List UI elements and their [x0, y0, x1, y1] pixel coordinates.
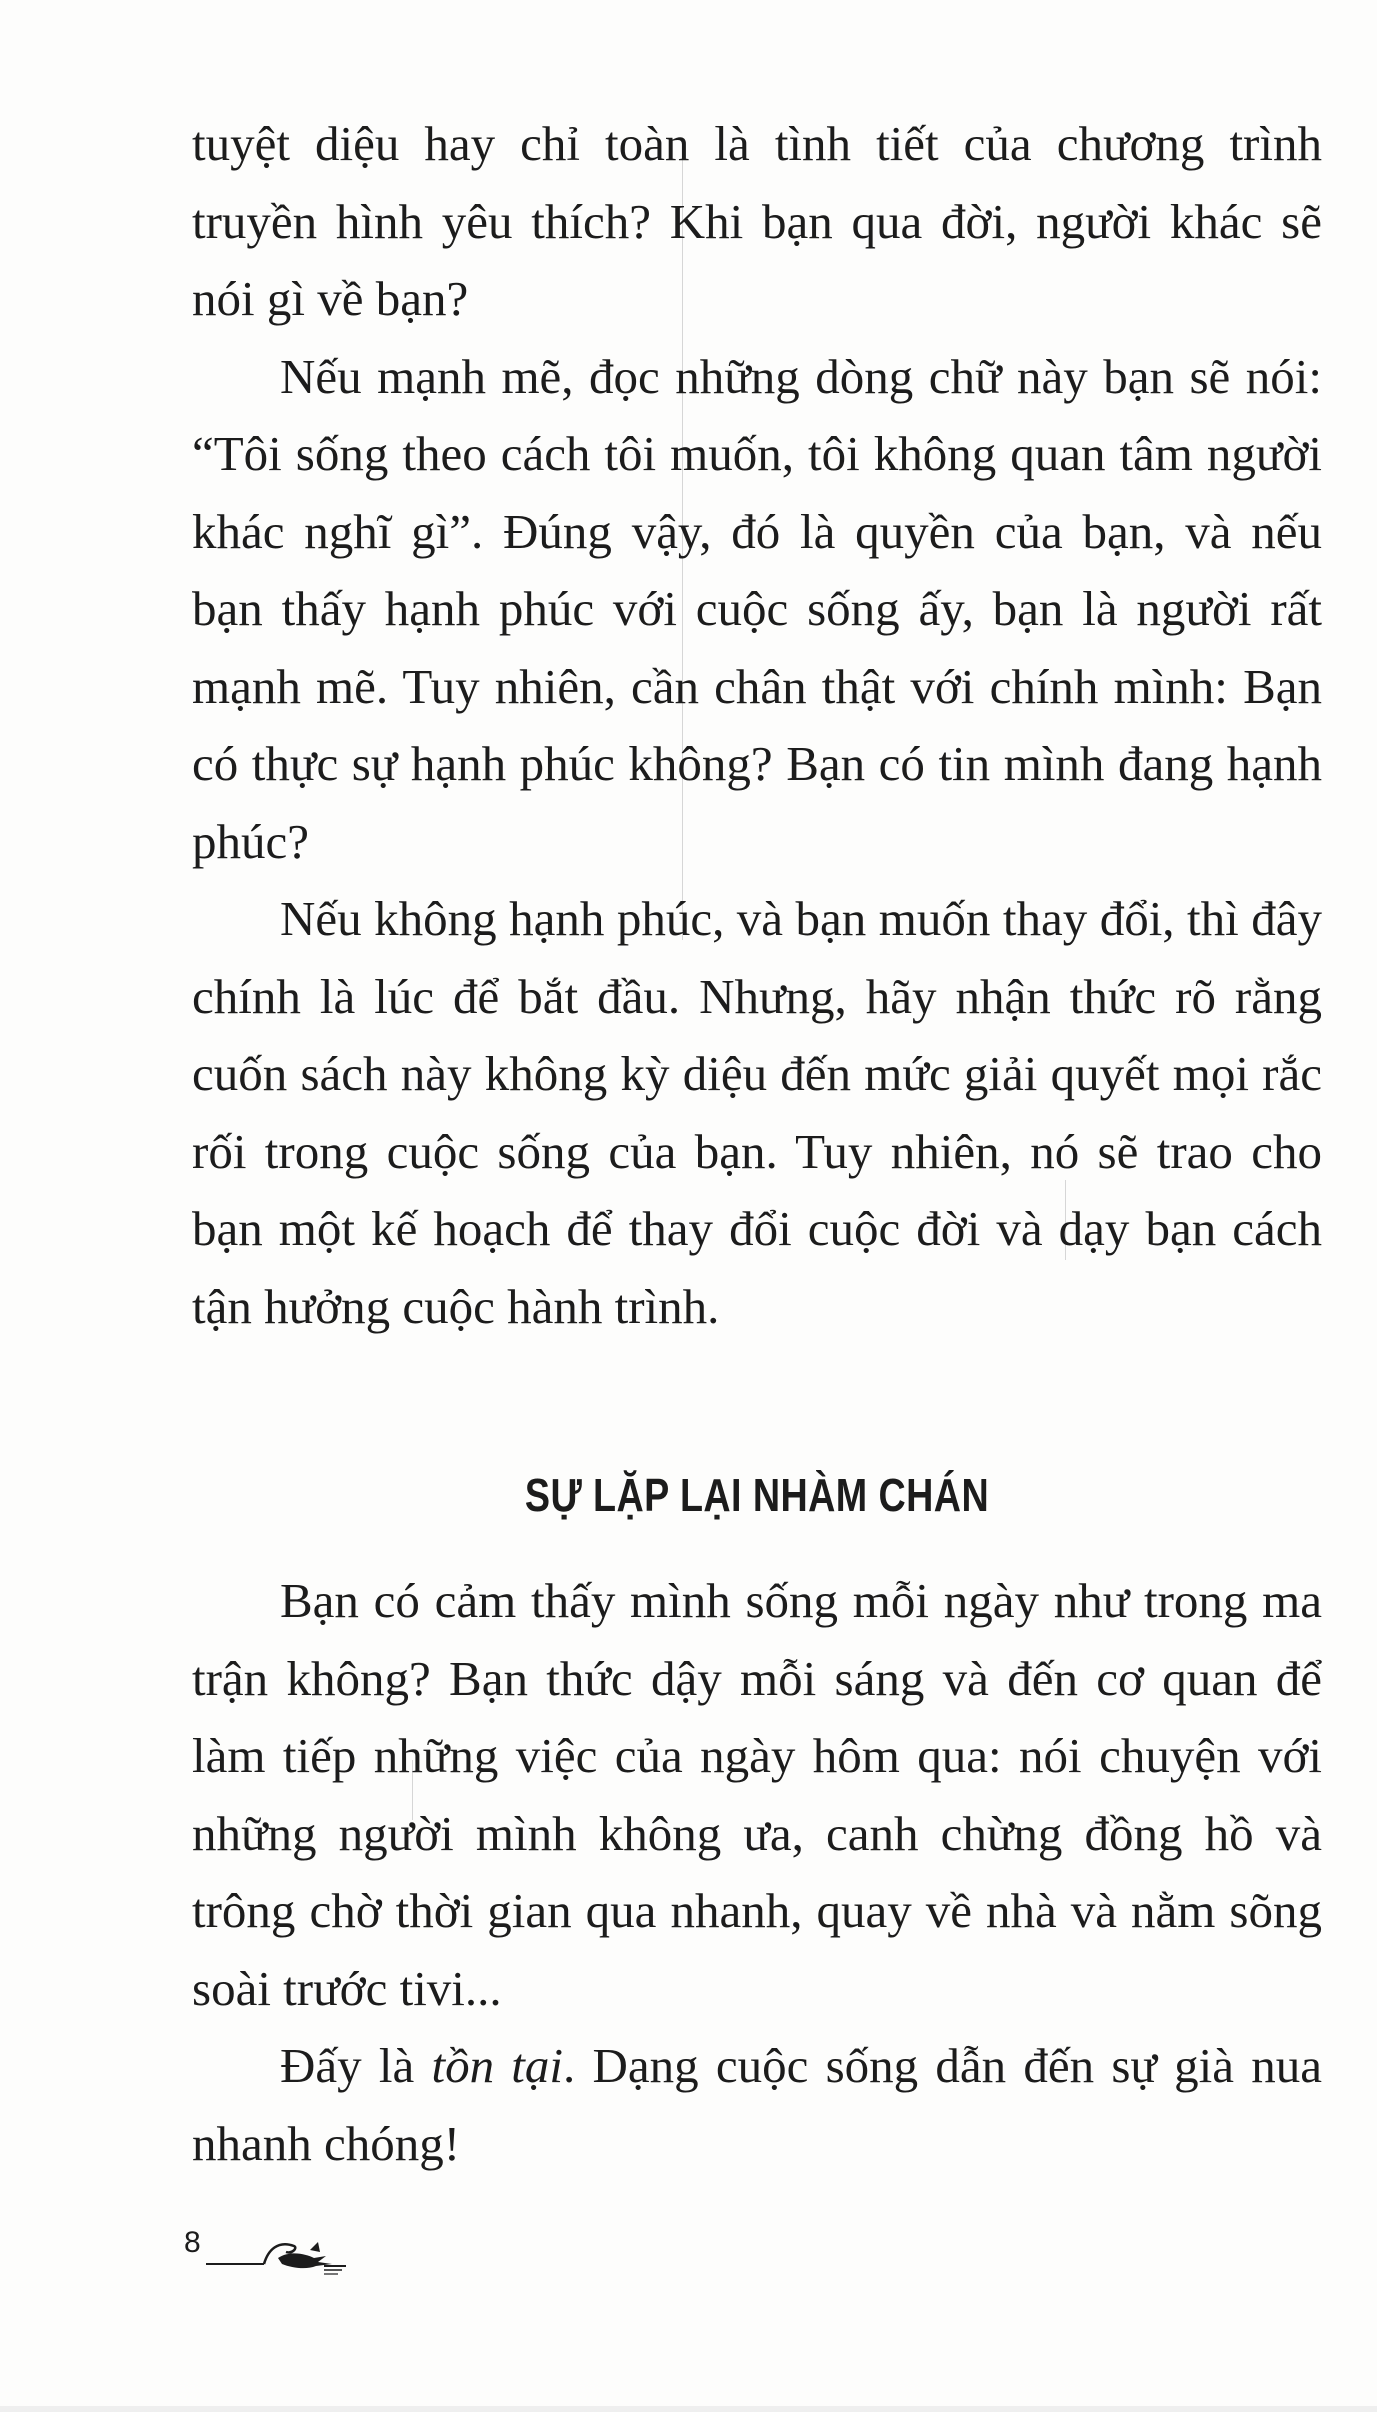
- paragraph-text: Đấy là: [280, 2038, 432, 2093]
- body-text-top: [192, 105, 1322, 1345]
- paragraph: [192, 2027, 1322, 2182]
- paragraph: Bạn có cảm thấy mình sống mỗi ngày như trong ma trận không? Bạn thức dậy mỗi sáng và đến cơ quan để làm tiếp những việc của ngày hôm qua: nói chuyện với những người mình không ưa, canh chừng đồng hồ và trông chờ thời gian qua nhanh, quay về nhà và nằm sõng soài trước tivi...: [192, 1573, 1322, 2016]
- paragraph: tuyệt diệu hay chỉ toàn là tình tiết của chương trình truyền hình yêu thích? Khi bạn qua đời, người khác sẽ nói gì về bạn?: [192, 116, 1322, 326]
- body-text-bottom: [192, 1562, 1322, 2182]
- paragraph: Nếu không hạnh phúc, và bạn muốn thay đổi, thì đây chính là lúc để bắt đầu. Nhưng, hãy nhận thức rõ rằng cuốn sách này không kỳ diệu đến mức giải quyết mọi rắc rối trong cuộc sống của bạn. Tuy nhiên, nó sẽ trao cho bạn một kế hoạch để thay đổi cuộc đời và dạy bạn cách tận hưởng cuộc hành trình.: [192, 891, 1322, 1334]
- page-number: 8: [184, 2226, 201, 2259]
- page-footer: [184, 2220, 384, 2280]
- bird-ornament-icon: [206, 2220, 386, 2280]
- page-edge: [0, 2406, 1377, 2412]
- emphasized-text: tồn tại: [431, 2038, 564, 2093]
- paragraph: Nếu mạnh mẽ, đọc những dòng chữ này bạn sẽ nói: “Tôi sống theo cách tôi muốn, tôi không quan tâm người khác nghĩ gì”. Đúng vậy, đó là quyền của bạn, và nếu bạn thấy hạnh phúc với cuộc sống ấy, bạn là người rất mạnh mẽ. Tuy nhiên, cần chân thật với chính mình: Bạn có thực sự hạnh phúc không? Bạn có tin mình đang hạnh phúc?: [192, 348, 1322, 869]
- section-heading: SỰ LẶP LẠI NHÀM CHÁN: [524, 1469, 990, 1521]
- paragraph-text: . Dạng cuộc sống dẫn đến sự già nua nhanh chóng!: [192, 2038, 1323, 2171]
